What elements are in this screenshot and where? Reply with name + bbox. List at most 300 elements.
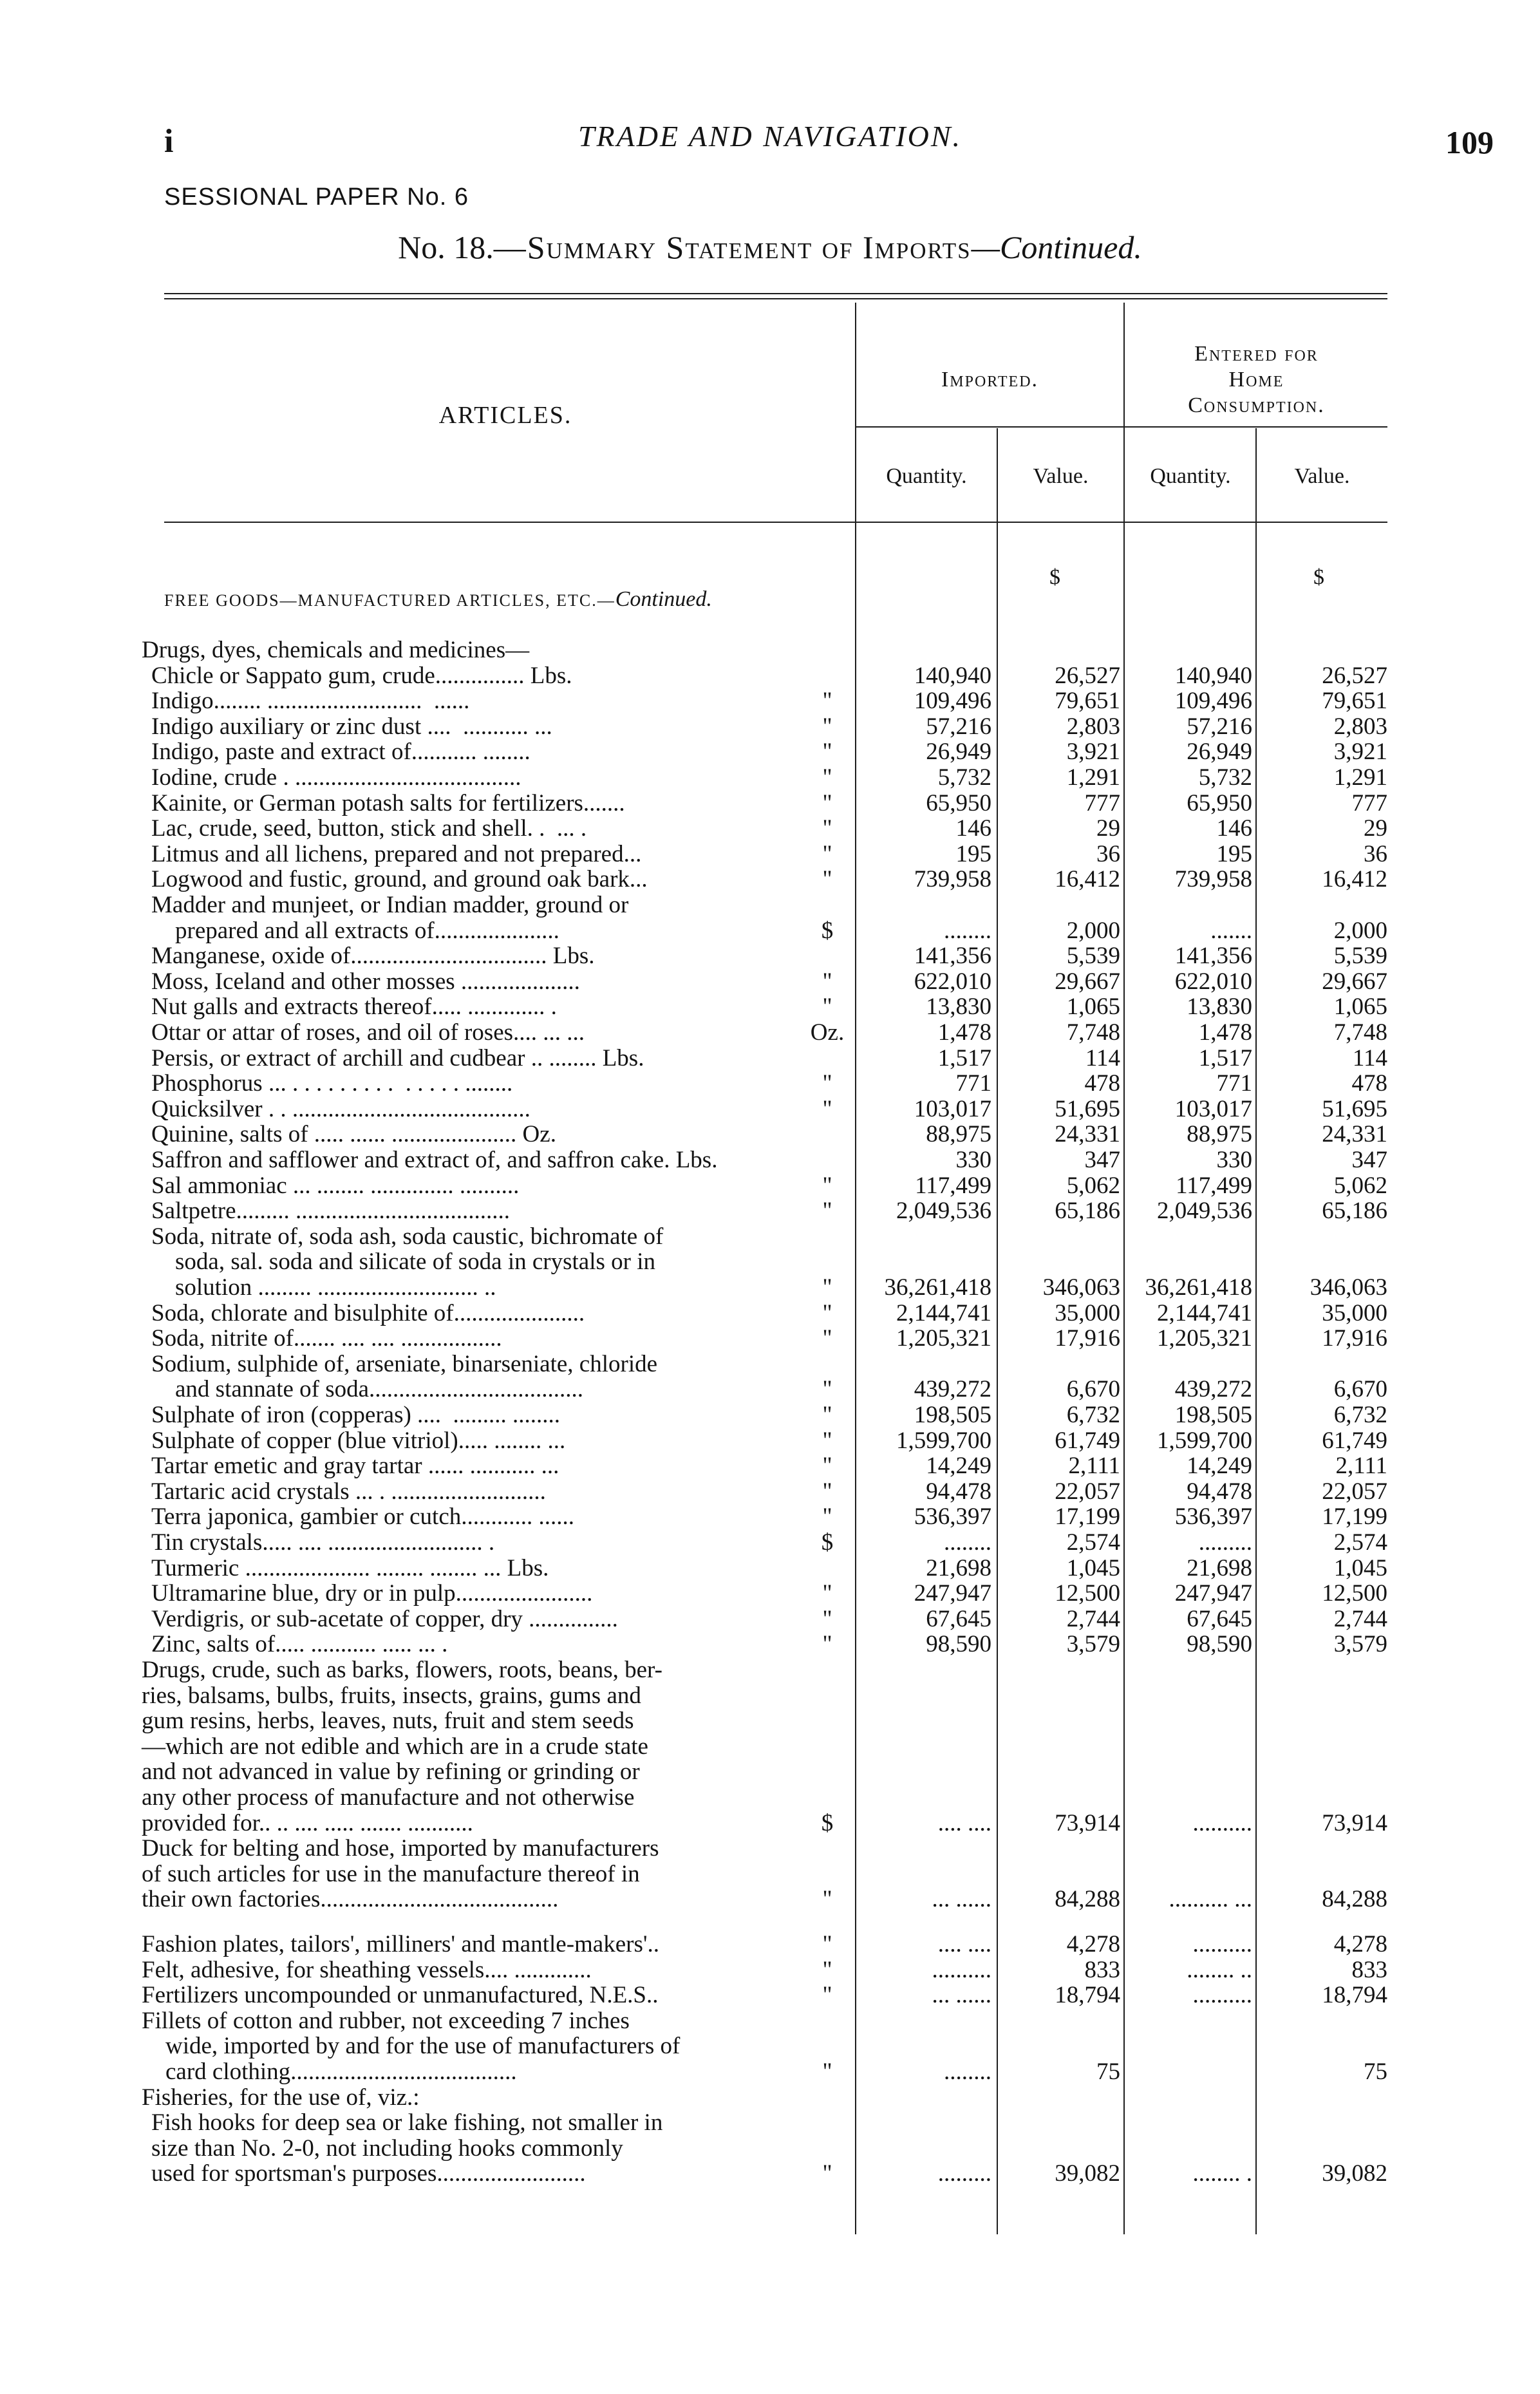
row-quantity-imported: ... ...... <box>932 1982 991 2009</box>
row-quantity-imported: 13,830 <box>926 994 991 1021</box>
table-row <box>0 1836 1540 1912</box>
table-row <box>0 842 1540 867</box>
row-description: —which are not edible and which are in a crude state <box>142 1733 648 1760</box>
row-value-entered: 29 <box>1364 815 1387 842</box>
table-title <box>0 229 1540 266</box>
table-row <box>0 1632 1540 1657</box>
row-description: Iodine, crude . ...................................... <box>151 764 521 791</box>
table-row <box>0 1428 1540 1454</box>
row-quantity-imported: 739,958 <box>914 866 991 893</box>
table-row <box>0 892 1540 943</box>
row-value-entered: 2,574 <box>1333 1529 1387 1556</box>
row-value-imported: 4,278 <box>1066 1931 1120 1957</box>
row-description: Logwood and fustic, ground, and ground oak bark... <box>151 866 648 893</box>
row-description: Sal ammoniac ... ........ .............. .......... <box>151 1172 520 1199</box>
row-value-entered: 2,000 <box>1333 917 1387 944</box>
table-row <box>0 1983 1540 2008</box>
row-unit: " <box>822 764 832 791</box>
row-description: Ultramarine blue, dry or in pulp....................... <box>151 1580 593 1607</box>
row-value-entered: 7,748 <box>1333 1019 1387 1046</box>
row-unit: " <box>822 1982 832 2009</box>
row-quantity-entered: .......... <box>1192 1982 1252 2009</box>
row-quantity-entered: 536,397 <box>1174 1503 1252 1531</box>
row-value-imported: 6,670 <box>1066 1376 1120 1403</box>
row-value-entered: 18,794 <box>1322 1982 1387 2009</box>
row-description: provided for.. .. .... ..... ....... ........... <box>142 1809 473 1836</box>
row-quantity-entered: ........ . <box>1192 2160 1252 2187</box>
row-quantity-entered: 109,496 <box>1174 688 1252 715</box>
dollar-sign-imported: $ <box>1049 565 1060 589</box>
row-value-imported: 79,651 <box>1055 688 1120 715</box>
row-value-imported: 114 <box>1085 1044 1120 1071</box>
row-value-imported: 2,744 <box>1066 1605 1120 1632</box>
table-row <box>0 969 1540 995</box>
table-row <box>0 816 1540 842</box>
row-quantity-imported: 109,496 <box>914 688 991 715</box>
row-description: their own factories........................................ <box>142 1886 559 1913</box>
row-value-entered: 17,916 <box>1322 1325 1387 1352</box>
row-value-imported: 833 <box>1084 1956 1120 1983</box>
row-value-entered: 6,670 <box>1333 1376 1387 1403</box>
row-value-imported: 26,527 <box>1055 662 1120 689</box>
row-unit: " <box>822 2160 832 2187</box>
table-row <box>0 688 1540 714</box>
row-quantity-entered: 88,975 <box>1187 1121 1252 1148</box>
quantity-heading-imported: Quantity. <box>886 464 967 488</box>
row-description: Sulphate of copper (blue vitriol)..... ........ ... <box>151 1427 566 1454</box>
value-heading-entered: Value. <box>1294 464 1350 488</box>
row-description: Indigo........ .......................... ...... <box>151 688 470 715</box>
row-value-imported: 17,199 <box>1055 1503 1120 1531</box>
row-value-imported: 51,695 <box>1055 1095 1120 1122</box>
row-value-imported: 2,000 <box>1066 917 1120 944</box>
row-description: Indigo auxiliary or zinc dust .... ........... ... <box>151 713 552 740</box>
table-row <box>0 1607 1540 1632</box>
table-row <box>0 1932 1540 1957</box>
row-value-imported: 36 <box>1096 840 1120 867</box>
row-value-entered: 777 <box>1351 789 1387 816</box>
table-row <box>0 1530 1540 1556</box>
row-description: used for sportsman's purposes......................... <box>151 2160 586 2187</box>
row-unit: $ <box>821 917 834 944</box>
row-quantity-entered: ........ .. <box>1187 1956 1252 1983</box>
row-unit: " <box>822 1580 832 1607</box>
row-value-imported: 22,057 <box>1055 1478 1120 1505</box>
row-quantity-imported: .... .... <box>937 1809 991 1836</box>
row-description: card clothing...................................... <box>142 2058 517 2085</box>
row-value-entered: 22,057 <box>1322 1478 1387 1505</box>
table-row <box>0 1326 1540 1352</box>
table-row <box>0 1147 1540 1173</box>
row-quantity-entered: 141,356 <box>1174 943 1252 970</box>
row-description: Drugs, dyes, chemicals and medicines— <box>142 637 530 663</box>
row-description: Felt, adhesive, for sheathing vessels.... ............. <box>142 1956 592 1983</box>
row-value-entered: 833 <box>1351 1956 1387 1983</box>
row-quantity-entered: 1,205,321 <box>1157 1325 1252 1352</box>
row-quantity-imported: 65,950 <box>926 789 991 816</box>
row-quantity-imported: ........ <box>944 2058 991 2085</box>
row-value-imported: 7,748 <box>1066 1019 1120 1046</box>
row-description: Duck for belting and hose, imported by manufacturers <box>142 1835 659 1862</box>
sessional-paper-label: SESSIONAL PAPER No. 6 <box>164 184 469 211</box>
row-quantity-imported: 141,356 <box>914 943 991 970</box>
row-quantity-entered: 439,272 <box>1174 1376 1252 1403</box>
table-title-number: No. 18. <box>398 229 494 265</box>
row-unit: " <box>822 994 832 1021</box>
row-description: Lac, crude, seed, button, stick and shell. . ... . <box>151 815 587 842</box>
value-heading-imported: Value. <box>1033 464 1089 488</box>
row-value-entered: 1,045 <box>1333 1554 1387 1581</box>
table-row <box>0 1020 1540 1046</box>
row-value-entered: 2,803 <box>1333 713 1387 740</box>
row-quantity-entered: 1,599,700 <box>1157 1427 1252 1454</box>
row-description: ries, balsams, bulbs, fruits, insects, grains, gums and <box>142 1682 641 1709</box>
quantity-heading-entered: Quantity. <box>1150 464 1231 488</box>
entered-heading-line2: Home <box>1228 368 1284 391</box>
row-quantity-entered: 26,949 <box>1187 739 1252 766</box>
row-description: Soda, chlorate and bisulphite of...................... <box>151 1299 585 1326</box>
row-quantity-imported: 117,499 <box>915 1172 991 1199</box>
row-unit: " <box>822 1453 832 1480</box>
row-quantity-entered: 771 <box>1216 1070 1252 1097</box>
row-quantity-entered: 1,478 <box>1198 1019 1252 1046</box>
table-row <box>0 663 1540 689</box>
imported-heading: Imported. <box>941 368 1039 391</box>
table-row <box>0 791 1540 816</box>
section-label <box>164 587 712 612</box>
row-quantity-imported: .... .... <box>937 1931 991 1957</box>
subheader-rule <box>856 426 1387 428</box>
row-description: Indigo, paste and extract of........... ........ <box>151 739 531 766</box>
row-description: of such articles for use in the manufacture thereof in <box>142 1860 640 1887</box>
row-unit: " <box>822 1402 832 1428</box>
row-quantity-imported: 771 <box>955 1070 991 1097</box>
row-value-entered: 79,651 <box>1322 688 1387 715</box>
row-value-entered: 3,579 <box>1333 1631 1387 1658</box>
row-quantity-imported: 98,590 <box>926 1631 991 1658</box>
row-description: and not advanced in value by refining or grinding or <box>142 1758 640 1786</box>
row-unit: " <box>822 739 832 766</box>
table-row <box>0 1957 1540 1983</box>
row-quantity-entered: 57,216 <box>1187 713 1252 740</box>
row-value-imported: 2,803 <box>1066 713 1120 740</box>
row-value-imported: 73,914 <box>1055 1809 1120 1836</box>
row-quantity-imported: 1,599,700 <box>896 1427 991 1454</box>
row-value-entered: 39,082 <box>1322 2160 1387 2187</box>
row-quantity-imported: 536,397 <box>914 1503 991 1531</box>
row-quantity-imported: 140,940 <box>914 662 991 689</box>
row-value-entered: 5,539 <box>1333 943 1387 970</box>
row-description: Quicksilver . . ........................................ <box>151 1095 531 1122</box>
row-description: Terra japonica, gambier or cutch............ ...... <box>151 1503 575 1531</box>
table-row <box>0 1581 1540 1607</box>
row-description: wide, imported by and for the use of manufacturers of <box>142 2033 681 2060</box>
table-top-rule-double <box>164 298 1387 299</box>
row-value-imported: 29 <box>1096 815 1120 842</box>
row-quantity-imported: 198,505 <box>914 1402 991 1428</box>
row-value-entered: 61,749 <box>1322 1427 1387 1454</box>
row-quantity-imported: ........ <box>944 917 991 944</box>
running-title: TRADE AND NAVIGATION. <box>578 120 962 153</box>
row-value-entered: 24,331 <box>1322 1121 1387 1148</box>
row-quantity-imported: 14,249 <box>926 1453 991 1480</box>
entered-heading <box>1125 341 1387 419</box>
row-quantity-imported: 1,205,321 <box>896 1325 991 1352</box>
row-quantity-imported: 146 <box>955 815 991 842</box>
row-value-entered: 26,527 <box>1322 662 1387 689</box>
table-row <box>0 994 1540 1020</box>
row-description: soda, sal. soda and silicate of soda in crystals or in <box>151 1249 655 1276</box>
table-row <box>0 1301 1540 1326</box>
row-value-entered: 29,667 <box>1322 968 1387 995</box>
row-value-entered: 65,186 <box>1322 1198 1387 1225</box>
row-quantity-entered: 65,950 <box>1187 789 1252 816</box>
row-quantity-entered: 13,830 <box>1187 994 1252 1021</box>
row-description: Persis, or extract of archill and cudbear .. ........ Lbs. <box>151 1044 644 1071</box>
row-unit: " <box>822 1427 832 1454</box>
table-row <box>0 714 1540 740</box>
table-row <box>0 2008 1540 2085</box>
row-quantity-entered: 2,049,536 <box>1157 1198 1252 1225</box>
row-value-entered: 17,199 <box>1322 1503 1387 1531</box>
row-quantity-imported: 103,017 <box>914 1095 991 1122</box>
row-unit: " <box>822 1274 832 1301</box>
row-unit: " <box>822 1376 832 1403</box>
row-quantity-entered: .......... ... <box>1169 1886 1252 1913</box>
row-value-imported: 29,667 <box>1055 968 1120 995</box>
row-quantity-entered: 1,517 <box>1198 1044 1252 1071</box>
row-description: Madder and munjeet, or Indian madder, ground or <box>151 892 629 918</box>
row-unit: " <box>822 840 832 867</box>
row-unit: " <box>822 815 832 842</box>
entered-heading-line3: Consumption. <box>1188 393 1325 417</box>
row-value-entered: 346,063 <box>1310 1274 1387 1301</box>
row-quantity-entered: 21,698 <box>1187 1554 1252 1581</box>
row-description: Saltpetre......... .................................... <box>151 1198 511 1225</box>
row-quantity-imported: 94,478 <box>926 1478 991 1505</box>
row-description: Nut galls and extracts thereof..... ............. . <box>151 994 557 1021</box>
page-number: 109 <box>1445 124 1494 160</box>
row-value-imported: 1,045 <box>1066 1554 1120 1581</box>
row-description: Tin crystals..... .... .......................... . <box>151 1529 495 1556</box>
row-description: Saffron and safflower and extract of, and saffron cake. Lbs. <box>151 1147 718 1173</box>
row-quantity-entered: 198,505 <box>1174 1402 1252 1428</box>
row-description: Verdigris, or sub-acetate of copper, dry ............... <box>151 1605 618 1632</box>
row-value-imported: 478 <box>1084 1070 1120 1097</box>
row-value-entered: 5,062 <box>1333 1172 1387 1199</box>
row-quantity-entered: 247,947 <box>1174 1580 1252 1607</box>
row-description: Turmeric ..................... ........ ........ ... Lbs. <box>151 1554 549 1581</box>
row-description: Kainite, or German potash salts for fertilizers....... <box>151 789 625 816</box>
row-value-entered: 84,288 <box>1322 1886 1387 1913</box>
row-quantity-entered: .......... <box>1192 1931 1252 1957</box>
row-unit: " <box>822 1886 832 1913</box>
row-quantity-entered: 98,590 <box>1187 1631 1252 1658</box>
table-row <box>0 1453 1540 1479</box>
row-description: Fashion plates, tailors', milliners' and mantle-makers'.. <box>142 1931 660 1957</box>
row-value-imported: 84,288 <box>1055 1886 1120 1913</box>
row-quantity-imported: 21,698 <box>926 1554 991 1581</box>
row-description: solution ......... ........................... .. <box>151 1274 496 1301</box>
table-row <box>0 943 1540 969</box>
row-quantity-entered: 622,010 <box>1174 968 1252 995</box>
row-quantity-imported: 1,517 <box>937 1044 991 1071</box>
row-quantity-imported: ... ...... <box>932 1886 991 1913</box>
row-value-entered: 16,412 <box>1322 866 1387 893</box>
row-description: Sulphate of iron (copperas) .... ......... ........ <box>151 1402 561 1428</box>
table-row <box>0 2085 1540 2111</box>
row-value-entered: 478 <box>1351 1070 1387 1097</box>
row-quantity-entered: 195 <box>1216 840 1252 867</box>
row-value-entered: 36 <box>1364 840 1387 867</box>
row-value-imported: 347 <box>1084 1147 1120 1173</box>
row-description: Fish hooks for deep sea or lake fishing, not smaller in <box>151 2109 663 2136</box>
row-value-imported: 1,291 <box>1066 764 1120 791</box>
row-value-entered: 2,111 <box>1335 1453 1387 1480</box>
row-value-imported: 65,186 <box>1055 1198 1120 1225</box>
row-value-imported: 1,065 <box>1066 994 1120 1021</box>
row-description: and stannate of soda.................................... <box>151 1376 584 1403</box>
header-bottom-rule <box>164 522 1387 523</box>
row-value-imported: 75 <box>1096 2058 1120 2085</box>
row-description: Drugs, crude, such as barks, flowers, roots, beans, ber- <box>142 1657 662 1683</box>
row-unit: Oz. <box>810 1019 845 1046</box>
table-top-rule <box>164 293 1387 294</box>
row-value-imported: 6,732 <box>1066 1402 1120 1428</box>
row-quantity-entered: 36,261,418 <box>1145 1274 1252 1301</box>
row-description: Fertilizers uncompounded or unmanufactured, N.E.S.. <box>142 1982 659 2009</box>
table-row <box>0 1122 1540 1147</box>
row-quantity-imported: ......... <box>937 2160 991 2187</box>
row-unit: " <box>822 866 832 893</box>
row-unit: " <box>822 1503 832 1531</box>
row-description: Fillets of cotton and rubber, not exceeding 7 inches <box>142 2007 630 2034</box>
row-value-imported: 61,749 <box>1055 1427 1120 1454</box>
table-row <box>0 1657 1540 1836</box>
row-quantity-imported: 2,049,536 <box>896 1198 991 1225</box>
row-quantity-entered: ....... <box>1210 917 1252 944</box>
row-quantity-imported: 330 <box>955 1147 991 1173</box>
row-value-entered: 114 <box>1352 1044 1387 1071</box>
row-description: Tartar emetic and gray tartar ...... ........... ... <box>151 1453 559 1480</box>
row-quantity-entered: 140,940 <box>1174 662 1252 689</box>
table-row <box>0 1046 1540 1071</box>
row-unit: " <box>822 1172 832 1199</box>
row-quantity-imported: 2,144,741 <box>896 1299 991 1326</box>
row-quantity-imported: 195 <box>955 840 991 867</box>
row-quantity-imported: 5,732 <box>937 764 991 791</box>
row-quantity-imported: 36,261,418 <box>884 1274 991 1301</box>
row-value-entered: 3,921 <box>1333 739 1387 766</box>
row-quantity-imported: 57,216 <box>926 713 991 740</box>
row-value-imported: 16,412 <box>1055 866 1120 893</box>
table-row <box>0 867 1540 892</box>
row-value-imported: 5,062 <box>1066 1172 1120 1199</box>
row-unit: " <box>822 1198 832 1225</box>
table-row <box>0 1479 1540 1505</box>
table-row <box>0 1097 1540 1122</box>
table-row <box>0 637 1540 663</box>
row-value-imported: 18,794 <box>1055 1982 1120 2009</box>
table-row <box>0 1504 1540 1530</box>
row-quantity-imported: .......... <box>932 1956 991 1983</box>
entered-heading-line1: Entered for <box>1194 342 1319 366</box>
row-unit: " <box>822 1095 832 1122</box>
row-unit: " <box>822 968 832 995</box>
row-value-imported: 24,331 <box>1055 1121 1120 1148</box>
row-value-imported: 3,921 <box>1066 739 1120 766</box>
section-label-continued: Continued. <box>615 587 712 611</box>
row-value-imported: 12,500 <box>1055 1580 1120 1607</box>
row-quantity-entered: 2,144,741 <box>1157 1299 1252 1326</box>
table-row <box>0 1198 1540 1224</box>
row-description: Quinine, salts of ..... ...... ..................... Oz. <box>151 1121 556 1148</box>
table-title-text: —Summary Statement of Imports <box>493 229 972 265</box>
row-description: Manganese, oxide of................................. Lbs. <box>151 943 595 970</box>
row-value-entered: 6,732 <box>1333 1402 1387 1428</box>
row-unit: " <box>822 1299 832 1326</box>
row-value-imported: 3,579 <box>1066 1631 1120 1658</box>
table-row <box>0 765 1540 791</box>
row-description: Phosphorus ... . . . . . . . . . . . . . . ........ <box>151 1070 513 1097</box>
row-quantity-entered: 67,645 <box>1187 1605 1252 1632</box>
row-description: Zinc, salts of..... ........... ..... ... . <box>151 1631 448 1658</box>
row-quantity-entered: 103,017 <box>1174 1095 1252 1122</box>
row-description: Sodium, sulphide of, arseniate, binarseniate, chloride <box>151 1350 658 1377</box>
table-row <box>0 1402 1540 1428</box>
row-description: Chicle or Sappato gum, crude............... Lbs. <box>151 662 572 689</box>
row-value-imported: 2,111 <box>1068 1453 1120 1480</box>
row-description: Soda, nitrate of, soda ash, soda caustic, bichromate of <box>151 1223 664 1250</box>
row-value-imported: 39,082 <box>1055 2160 1120 2187</box>
row-value-entered: 1,065 <box>1333 994 1387 1021</box>
row-value-entered: 347 <box>1351 1147 1387 1173</box>
table-row <box>0 1071 1540 1097</box>
row-unit: " <box>822 789 832 816</box>
corner-mark: i <box>164 123 174 160</box>
row-quantity-imported: 622,010 <box>914 968 991 995</box>
row-quantity-entered: 5,732 <box>1198 764 1252 791</box>
row-description: any other process of manufacture and not otherwise <box>142 1784 635 1811</box>
row-quantity-entered: 117,499 <box>1176 1172 1252 1199</box>
row-unit: " <box>822 1070 832 1097</box>
row-description: prepared and all extracts of..................... <box>151 917 559 944</box>
row-quantity-entered: 330 <box>1216 1147 1252 1173</box>
row-value-entered: 73,914 <box>1322 1809 1387 1836</box>
table-row <box>0 1352 1540 1402</box>
row-value-imported: 17,916 <box>1055 1325 1120 1352</box>
row-value-entered: 51,695 <box>1322 1095 1387 1122</box>
row-quantity-entered: 146 <box>1216 815 1252 842</box>
row-quantity-imported: 67,645 <box>926 1605 991 1632</box>
row-unit: " <box>822 1478 832 1505</box>
row-unit: " <box>822 1605 832 1632</box>
row-description: gum resins, herbs, leaves, nuts, fruit and stem seeds <box>142 1708 634 1735</box>
row-unit: " <box>822 713 832 740</box>
articles-heading: ARTICLES. <box>438 402 572 429</box>
row-description: Fisheries, for the use of, viz.: <box>142 2084 420 2111</box>
row-unit: " <box>822 1956 832 1983</box>
row-unit: $ <box>821 1809 834 1836</box>
table-row <box>0 1224 1540 1301</box>
table-title-continued: —Continued. <box>971 229 1142 265</box>
row-quantity-imported: 88,975 <box>926 1121 991 1148</box>
row-value-imported: 2,574 <box>1066 1529 1120 1556</box>
row-quantity-imported: 247,947 <box>914 1580 991 1607</box>
row-unit: " <box>822 2058 832 2085</box>
row-unit: $ <box>821 1529 834 1556</box>
row-description: Ottar or attar of roses, and oil of roses.... ... ... <box>151 1019 585 1046</box>
